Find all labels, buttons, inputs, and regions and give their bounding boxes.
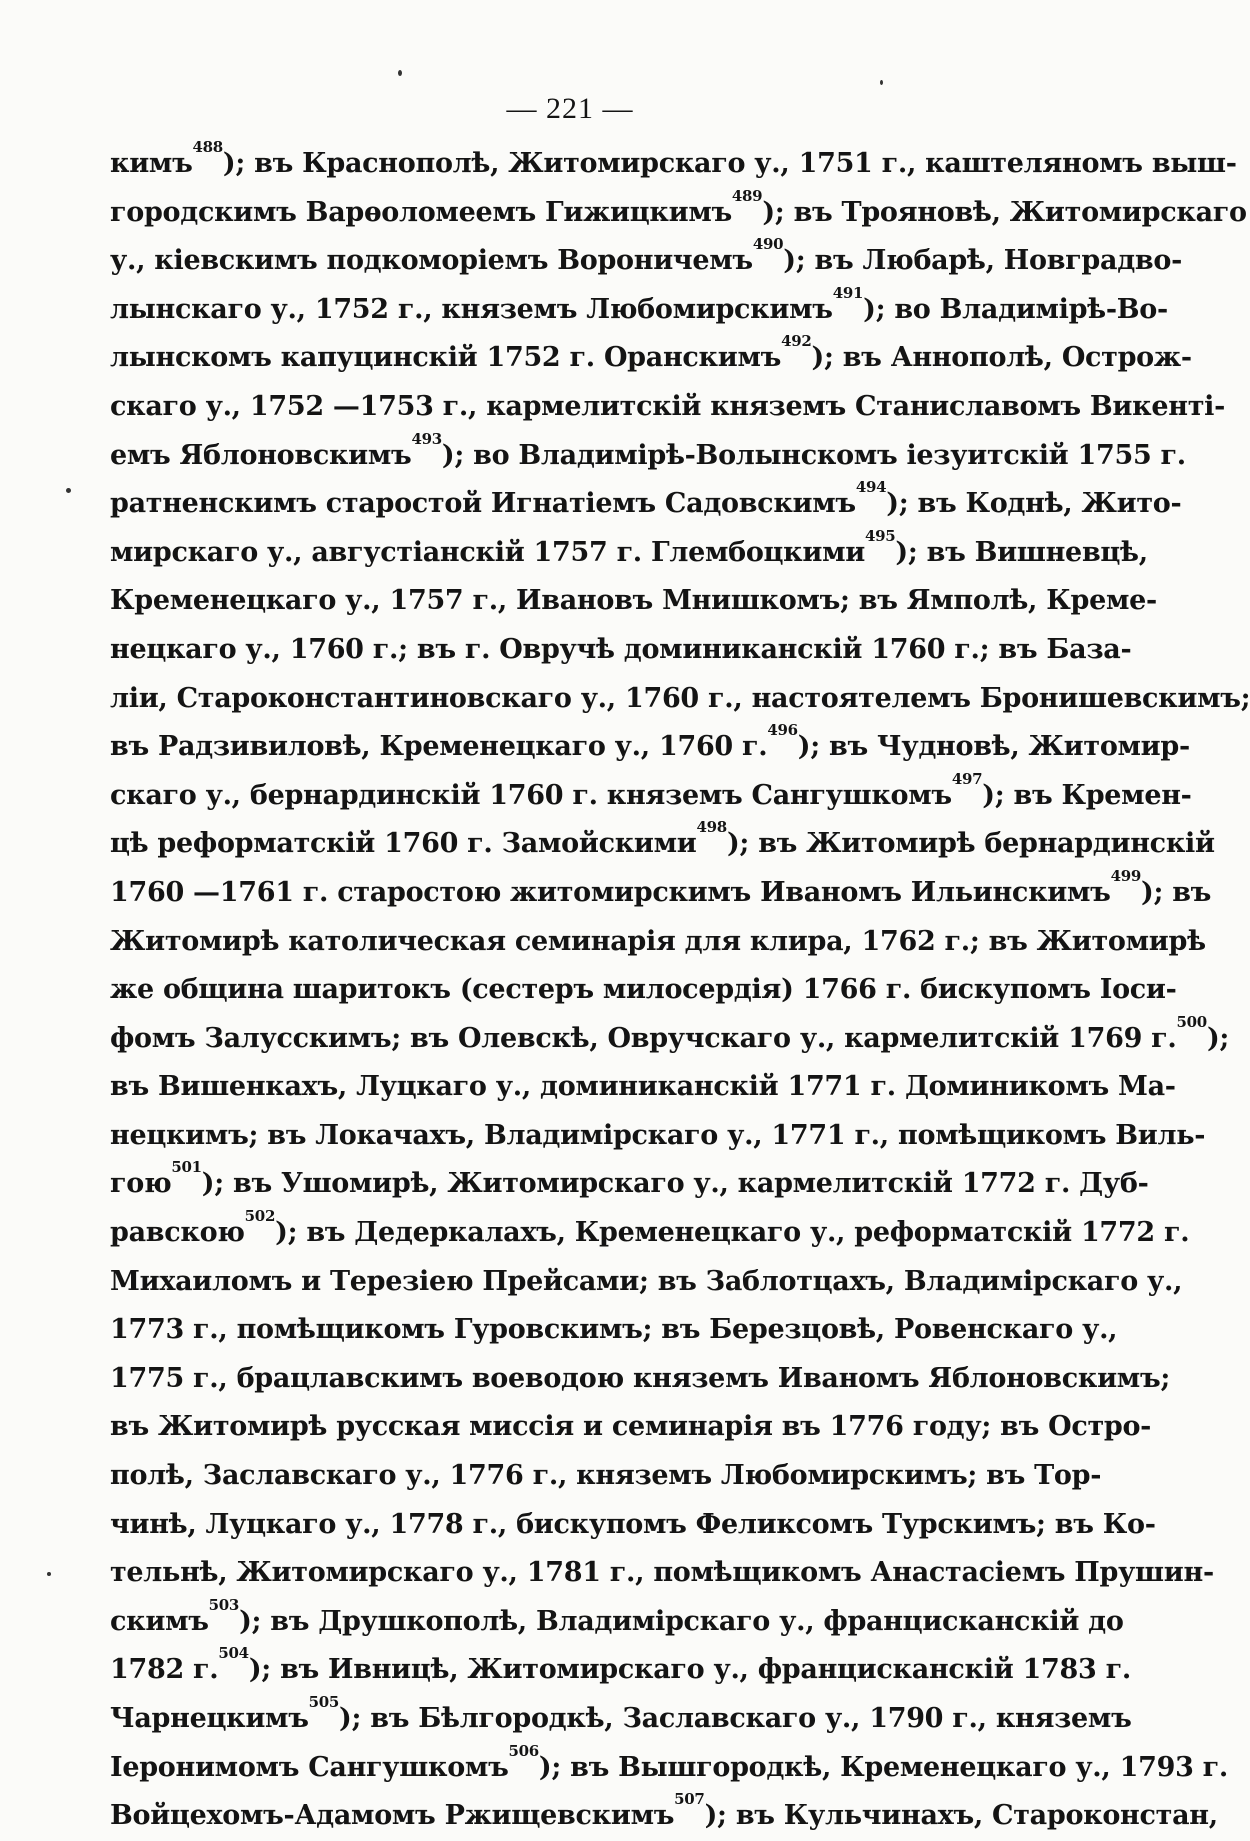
footnote-ref: 488 <box>192 138 223 156</box>
line-text-rest: ); въ Вишневцѣ, <box>895 536 1148 568</box>
line-text: же община шаритокъ (сестеръ милосердія) 1766 г. бискупомъ Іоси- <box>110 974 1177 1006</box>
line-text: тельнѣ, Житомирскаго у., 1781 г., помѣщикомъ Анастасіемъ Прушин- <box>110 1557 1214 1589</box>
line-text-rest: ); <box>1206 1022 1230 1054</box>
text-line <box>110 626 1132 675</box>
line-text-rest: ); въ Друшкополѣ, Владимірскаго у., францисканскій до <box>239 1605 1124 1637</box>
text-line <box>110 1741 1229 1793</box>
footnote-ref: 500 <box>1176 1012 1207 1031</box>
footnote-ref: 501 <box>171 1158 202 1177</box>
line-text: городскимъ Варѳоломеемъ Гижицкимъ <box>110 196 732 228</box>
text-line <box>110 1158 1149 1209</box>
text-line <box>110 918 1206 967</box>
line-text: гою <box>110 1168 172 1200</box>
line-text: скаго у., 1752 —1753 г., кармелитскій княземъ Станиславомъ Викенті- <box>110 390 1225 422</box>
line-text-rest: ); въ Коднѣ, Жито- <box>886 488 1182 520</box>
footnote-ref: 494 <box>855 478 887 497</box>
line-text: ліи, Староконстантиновскаго у., 1760 г., настоятелемъ Бронишевскимъ; <box>110 682 1250 714</box>
line-text-rest: ); въ Кремен- <box>982 779 1192 811</box>
line-text: ратненскимъ старостой Игнатіемъ Садовскимъ <box>110 488 856 520</box>
footnote-ref: 506 <box>508 1741 539 1760</box>
line-text: Михаиломъ и Терезіею Прейсами; въ Заблотцахъ, Владимірскаго у., <box>110 1265 1183 1297</box>
text-line <box>110 1207 1190 1258</box>
line-text-rest: ); въ Вышгородкѣ, Кременецкаго у., 1793 г. <box>538 1751 1229 1783</box>
footnote-ref: 491 <box>832 283 864 302</box>
line-text: лынскаго у., 1752 г., княземъ Любомирскимъ <box>110 293 833 325</box>
line-text-rest: ); во Владимірѣ-Во- <box>863 293 1168 325</box>
line-text: 1775 г., брацлавскимъ воеводою княземъ Иваномъ Яблоновскимъ; <box>110 1362 1171 1394</box>
footnote-ref: 497 <box>951 769 983 788</box>
text-line <box>110 769 1192 821</box>
footnote-ref: 499 <box>1110 866 1141 885</box>
line-text: въ Вишенкахъ, Луцкаго у., доминиканскій 1771 г. Доминикомъ Ма- <box>110 1071 1176 1103</box>
scan-speck <box>66 488 71 493</box>
line-text-rest: ); въ Чудновѣ, Житомир- <box>797 731 1190 763</box>
text-line <box>110 1306 1118 1355</box>
line-text: въ Житомирѣ русская миссія и семинарія въ 1776 году; въ Остро- <box>110 1411 1152 1443</box>
line-text-rest: ); въ Ивницѣ, Житомирскаго у., францисканскій 1783 г. <box>248 1654 1131 1686</box>
line-text: у., кіевскимъ подкоморіемъ Вороничемъ <box>110 245 753 277</box>
text-line <box>110 332 1192 383</box>
footnote-ref: 496 <box>767 721 798 740</box>
line-text: емъ Яблоновскимъ <box>110 439 412 471</box>
footnote-ref: 493 <box>411 429 442 448</box>
footnote-ref: 504 <box>218 1644 249 1663</box>
line-text-rest: ); въ Любарѣ, Новградво- <box>783 245 1182 277</box>
body-text <box>110 138 1250 1841</box>
line-text-rest: ); въ Кульчинахъ, Староконстан, <box>704 1800 1218 1832</box>
line-text: полѣ, Заславскаго у., 1776 г., княземъ Любомирскимъ; въ Тор- <box>110 1460 1102 1492</box>
scan-speck <box>880 80 883 85</box>
text-line <box>110 186 1247 238</box>
line-text: 1760 —1761 г. старостою житомирскимъ Иваномъ Ильинскимъ <box>110 876 1111 908</box>
line-text: Чарнецкимъ <box>110 1703 309 1734</box>
text-line <box>110 235 1182 286</box>
line-text: Кременецкаго у., 1757 г., Ивановъ Мнишкомъ; въ Ямполѣ, Креме- <box>110 585 1157 617</box>
text-line <box>110 478 1182 529</box>
line-text-rest: ); во Владимірѣ-Волынскомъ іезуитскій 1755 г. <box>441 439 1186 471</box>
text-line <box>110 721 1190 772</box>
text-line <box>110 1063 1176 1112</box>
text-line <box>110 1501 1156 1550</box>
line-text-rest: ); въ <box>1140 876 1212 908</box>
line-text: 1773 г., помѣщикомъ Гуровскимъ; въ Березцовѣ, Ровенскаго у., <box>110 1314 1118 1346</box>
line-text: мирскаго у., августіанскій 1757 г. Глембоцкими <box>110 536 865 568</box>
line-text-rest: ); въ Ушомирѣ, Житомирскаго у., кармелитскій 1772 г. Дуб- <box>201 1168 1149 1200</box>
footnote-ref: 495 <box>865 526 896 545</box>
line-text-rest: ); въ Житомирѣ бернардинскій <box>726 828 1215 860</box>
page-number: — 221 — <box>506 92 634 125</box>
scan-speck <box>47 1572 51 1576</box>
line-text: 1782 г. <box>110 1654 219 1686</box>
footnote-ref: 492 <box>781 332 812 351</box>
text-line <box>110 138 1237 189</box>
text-line <box>110 866 1212 918</box>
footnote-ref: 498 <box>696 818 727 837</box>
text-line <box>110 283 1168 335</box>
text-line <box>110 383 1225 432</box>
text-line <box>110 1112 1206 1161</box>
line-text: нецкимъ; въ Локачахъ, Владимірскаго у., 1771 г., помѣщикомъ Виль- <box>110 1119 1206 1151</box>
line-text: въ Радзивиловѣ, Кременецкаго у., 1760 г. <box>110 731 768 763</box>
line-text-rest: ); въ Аннополѣ, Острож- <box>811 342 1192 374</box>
text-line <box>110 1355 1171 1404</box>
scan-speck <box>398 70 402 76</box>
line-text: равскою <box>110 1217 245 1249</box>
footnote-ref: 502 <box>244 1207 276 1226</box>
footnote-ref: 489 <box>731 186 763 205</box>
footnote-ref: 507 <box>674 1790 705 1809</box>
text-line <box>110 966 1177 1015</box>
text-line <box>110 1693 1132 1744</box>
line-text: фомъ Залусскимъ; въ Олевскѣ, Овручскаго у., кармелитскій 1769 г. <box>110 1022 1177 1054</box>
text-line <box>110 1452 1102 1501</box>
text-line <box>110 1790 1218 1841</box>
line-text: нецкаго у., 1760 г.; въ г. Овручѣ доминиканскій 1760 г.; въ База- <box>110 633 1132 665</box>
text-line <box>110 1595 1124 1647</box>
text-line <box>110 429 1186 481</box>
text-line <box>110 1012 1230 1064</box>
line-text: Войцехомъ-Адамомъ Ржищевскимъ <box>110 1800 675 1832</box>
text-line <box>110 1403 1152 1452</box>
text-line <box>110 1644 1131 1695</box>
line-text-rest: ); въ Дедеркалахъ, Кременецкаго у., реформатскій 1772 г. <box>275 1217 1190 1249</box>
footnote-ref: 490 <box>752 235 784 254</box>
text-line <box>110 577 1157 626</box>
text-line <box>110 818 1215 869</box>
line-text: скимъ <box>110 1605 209 1637</box>
footnote-ref: 503 <box>208 1595 240 1614</box>
line-text-rest: ); въ Трояновѣ, Житомирскаго <box>762 196 1247 228</box>
line-text: Житомирѣ католическая семинарія для клира, 1762 г.; въ Житомирѣ <box>110 925 1206 957</box>
text-line <box>110 1258 1183 1307</box>
line-text: Іеронимомъ Сангушкомъ <box>110 1751 509 1783</box>
text-line <box>110 675 1250 724</box>
line-text-rest: ); въ Краснополѣ, Житомирскаго у., 1751 г., каштеляномъ выш- <box>222 148 1237 179</box>
line-text: цѣ реформатскій 1760 г. Замойскими <box>110 828 697 860</box>
line-text: лынскомъ капуцинскій 1752 г. Оранскимъ <box>110 342 782 374</box>
line-text: чинѣ, Луцкаго у., 1778 г., бискупомъ Феликсомъ Турскимъ; въ Ко- <box>110 1508 1156 1540</box>
text-line <box>110 526 1148 578</box>
line-text: скаго у., бернардинскій 1760 г. княземъ Сангушкомъ <box>110 779 952 811</box>
footnote-ref: 505 <box>308 1693 340 1711</box>
text-line <box>110 1549 1214 1598</box>
line-text: кимъ <box>110 148 193 179</box>
line-text-rest: ); въ Бѣлгородкѣ, Заславскаго у., 1790 г., княземъ <box>339 1703 1132 1734</box>
